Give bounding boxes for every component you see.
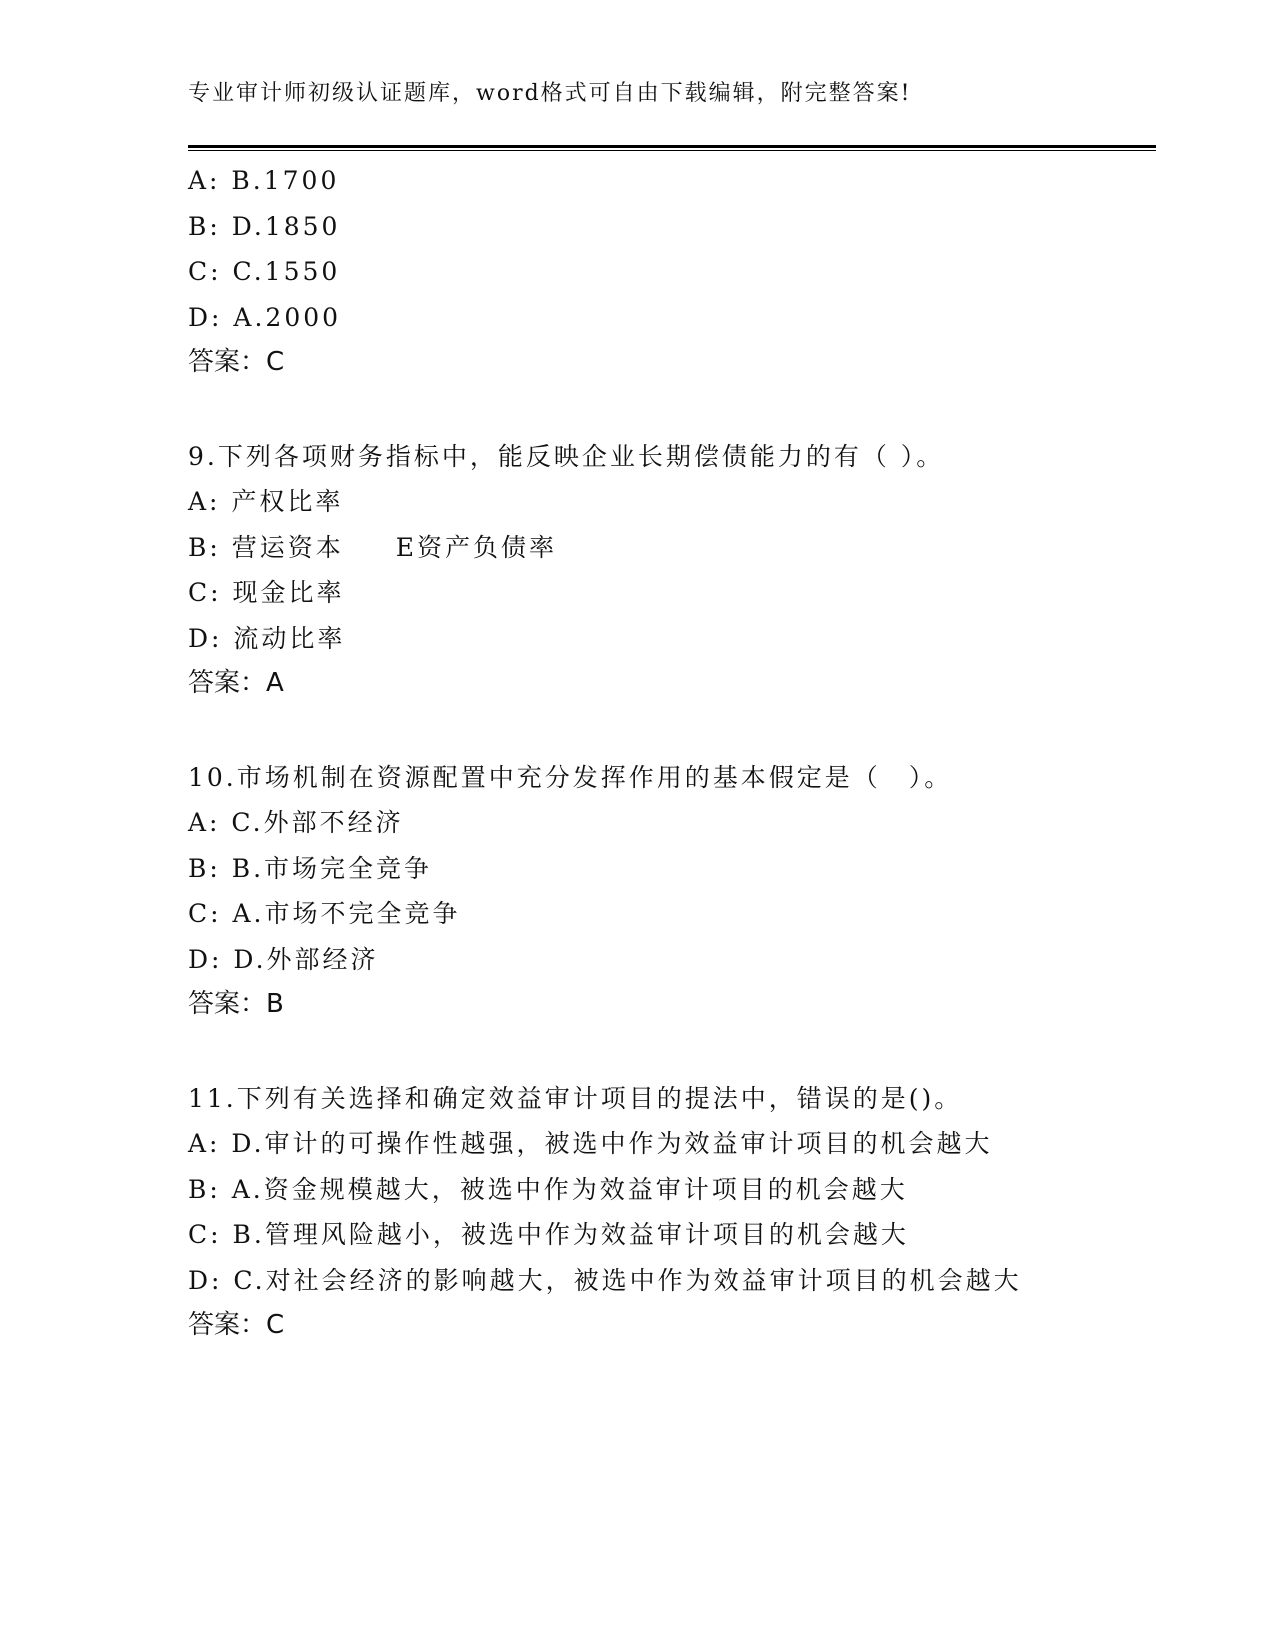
question-stem: 11.下列有关选择和确定效益审计项目的提法中，错误的是()。 (188, 1083, 963, 1113)
question-stem: 9.下列各项财务指标中，能反映企业长期偿债能力的有（ ）。 (188, 441, 945, 471)
page-header: 专业审计师初级认证题库，word格式可自由下载编辑，附完整答案! (188, 81, 912, 106)
option-a: A: C.外部不经济 (188, 808, 404, 837)
question-block (188, 158, 1148, 386)
option-d: D: D.外部经济 (188, 944, 379, 974)
question-block (188, 755, 1148, 1028)
option-c: C: A.市场不完全竞争 (188, 899, 461, 928)
option-b: B: 营运资本 (188, 532, 344, 562)
answer-line: 答案：C (188, 347, 285, 377)
option-c: C: 现金比率 (188, 578, 345, 607)
option-b-extra: E资产负债率 (395, 532, 557, 562)
question-block (188, 434, 1148, 707)
header-rule-thin (188, 150, 1156, 151)
option-b: B: B.市场完全竞争 (188, 853, 433, 883)
option-c: C: C.1550 (188, 257, 341, 286)
option-a: A: 产权比率 (188, 487, 344, 516)
answer-line: 答案：A (188, 668, 284, 698)
answer-line: 答案：C (188, 1310, 285, 1340)
question-list (188, 158, 1148, 1397)
option-d: D: A.2000 (188, 302, 342, 332)
option-d: D: C.对社会经济的影响越大，被选中作为效益审计项目的机会越大 (188, 1265, 1022, 1295)
question-block (188, 1076, 1148, 1349)
option-d: D: 流动比率 (188, 623, 346, 653)
option-c: C: B.管理风险越小，被选中作为效益审计项目的机会越大 (188, 1220, 909, 1249)
option-b: B: D.1850 (188, 211, 341, 241)
option-a: A: B.1700 (188, 166, 340, 195)
question-stem: 10.市场机制在资源配置中充分发挥作用的基本假定是（ ）。 (188, 762, 953, 792)
option-b: B: A.资金规模越大，被选中作为效益审计项目的机会越大 (188, 1174, 908, 1204)
answer-line: 答案：B (188, 989, 284, 1019)
option-b-row (188, 525, 1148, 571)
header-rule-thick (188, 145, 1156, 148)
option-a: A: D.审计的可操作性越强，被选中作为效益审计项目的机会越大 (188, 1129, 993, 1158)
